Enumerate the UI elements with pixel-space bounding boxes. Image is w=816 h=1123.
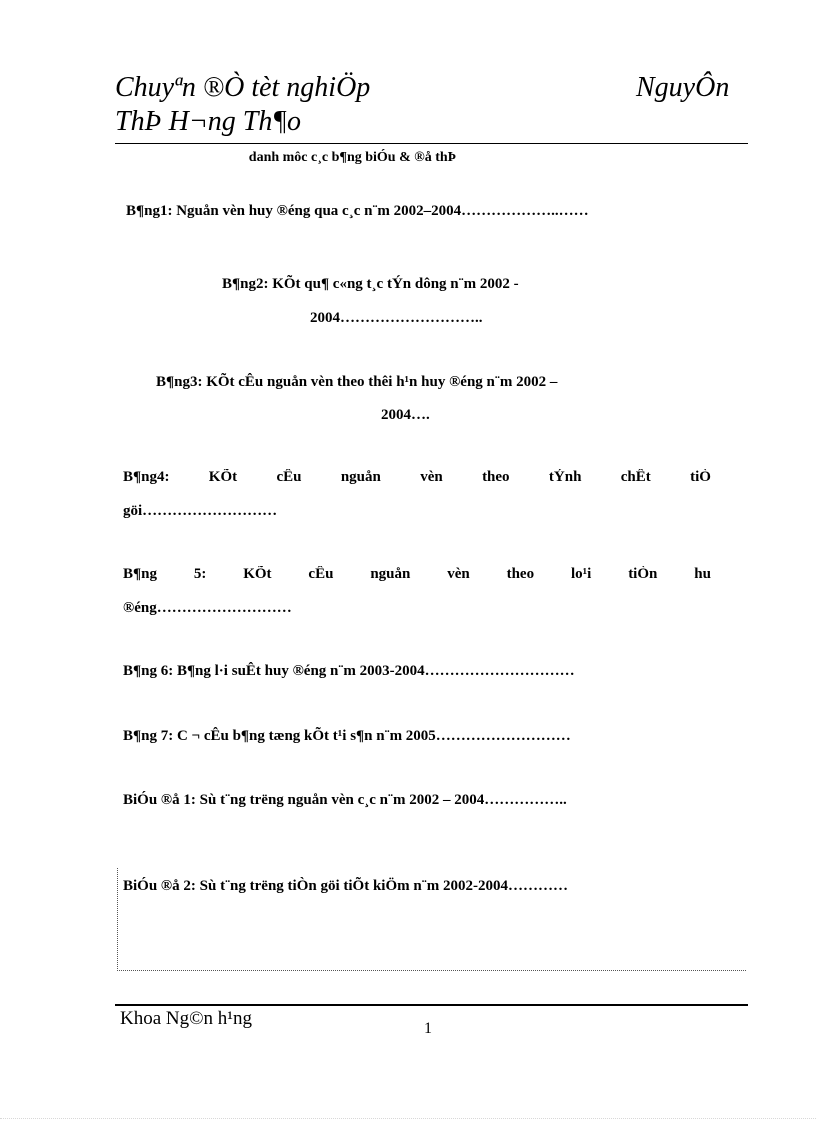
toc-entry-table-3-cont: 2004…. xyxy=(381,407,430,423)
toc-word: B¶ng xyxy=(123,566,157,582)
header-rule xyxy=(115,143,748,144)
toc-word: 5: xyxy=(193,566,207,582)
toc-entry-table-4-cont: göi……………………… xyxy=(123,503,278,519)
toc-word: vèn xyxy=(447,566,470,582)
toc-word: nguån xyxy=(370,566,411,582)
toc-word: nguån xyxy=(340,469,381,485)
toc-entry-table-1: B¶ng1: Nguån vèn huy ®éng qua c¸c n¨m 2002–2004………………..…… xyxy=(126,203,589,219)
toc-entry-table-3: B¶ng3: KÕt cÊu nguån vèn theo thêi h¹n huy ®éng n¨m 2002 – xyxy=(156,374,558,390)
toc-entry-table-2-cont: 2004……………………….. xyxy=(310,310,483,326)
header-author-first: NguyÔn xyxy=(636,72,730,103)
footer-department: Khoa Ng©n h¹ng xyxy=(120,1008,253,1029)
document-title: danh môc c¸c b¶ng biÓu & ®å thÞ xyxy=(248,150,457,165)
toc-word: hu xyxy=(694,566,711,582)
header-title: Chuyªn ®Ò tèt nghiÖp xyxy=(115,72,371,103)
toc-word: tiÒn xyxy=(628,566,658,582)
footer-rule xyxy=(115,1004,748,1006)
toc-word: lo¹i xyxy=(570,566,592,582)
toc-entry-figure-1: BiÓu ®å 1: Sù t¨ng trëng nguån vèn c¸c n¨m 2002 – 2004…………….. xyxy=(123,792,567,808)
toc-word: cÊu xyxy=(308,566,334,582)
toc-word: KÕt xyxy=(208,469,238,485)
toc-entry-figure-2: BiÓu ®å 2: Sù t¨ng trëng tiÒn göi tiÕt kiÖm n¨m 2002-2004………… xyxy=(123,878,568,894)
toc-word: tiÒ xyxy=(690,469,711,485)
toc-word: tÝnh xyxy=(548,469,582,485)
toc-entry-table-7: B¶ng 7: C ¬ cÊu b¶ng tæng kÕt t¹i s¶n n¨m 2005……………………… xyxy=(123,728,571,744)
toc-word: chÊt xyxy=(620,469,651,485)
toc-entry-table-6: B¶ng 6: B¶ng l·i suÊt huy ®éng n¨m 2003-2004………………………… xyxy=(123,663,575,679)
toc-entry-table-2: B¶ng2: KÕt qu¶ c«ng t¸c tÝn dông n¨m 2002 - xyxy=(222,276,519,292)
toc-word: cÊu xyxy=(276,469,302,485)
page-number: 1 xyxy=(424,1020,432,1037)
toc-entry-table-5-cont: ®éng……………………… xyxy=(123,600,292,616)
toc-word: theo xyxy=(482,469,510,485)
page-bottom-border xyxy=(0,1118,816,1119)
toc-entry-table-5 xyxy=(123,566,711,583)
toc-word: vèn xyxy=(420,469,443,485)
header-author-rest: ThÞ H¬ng Th¶o xyxy=(115,106,302,137)
toc-entry-table-4 xyxy=(123,469,711,486)
toc-word: theo xyxy=(506,566,535,582)
toc-word: B¶ng4: xyxy=(123,469,170,485)
toc-word: KÕt xyxy=(243,566,272,582)
